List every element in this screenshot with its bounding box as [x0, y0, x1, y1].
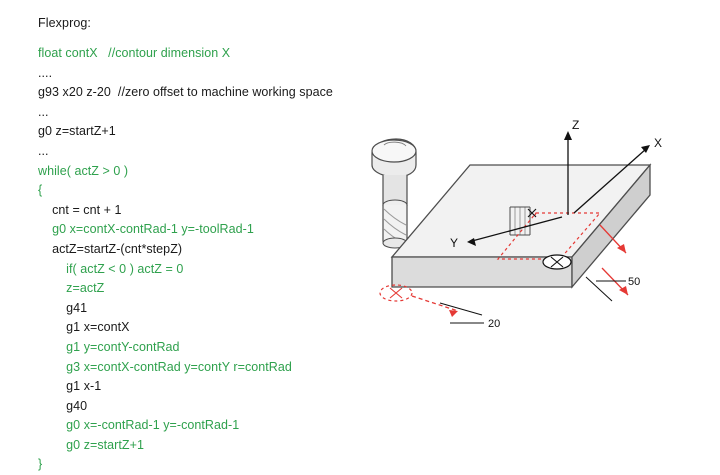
code-line: [38, 416, 418, 436]
axis-label-y: Y: [450, 236, 459, 250]
code-token: cnt = cnt + 1: [38, 202, 122, 217]
code-line: [38, 64, 418, 84]
workpiece-block: [392, 165, 650, 287]
axis-label-z: Z: [572, 118, 580, 132]
code-token: }: [38, 457, 43, 472]
code-token: g0 z=startZ+1: [38, 437, 144, 452]
code-token: g40: [38, 398, 88, 413]
code-line: [38, 397, 418, 417]
code-token: ...: [38, 104, 49, 119]
code-token: g1 y=contY-contRad: [38, 339, 180, 354]
code-panel-title: Flexprog:: [38, 16, 92, 30]
code-token: ....: [38, 65, 53, 80]
code-line: [38, 377, 418, 397]
code-line: [38, 455, 418, 475]
isometric-milling-diagram: [350, 105, 710, 380]
code-token: g41: [38, 300, 88, 315]
code-token: actZ=startZ-(cnt*stepZ): [38, 241, 183, 256]
end-mill-tool: [372, 139, 416, 248]
code-token: g0 x=-contRad-1 y=-contRad-1: [38, 418, 240, 433]
code-line: [38, 83, 418, 103]
code-token: g1 x=contX: [38, 320, 130, 335]
code-token: {: [38, 183, 43, 198]
code-token: z=actZ: [38, 281, 105, 296]
code-token: while( actZ > 0 ): [38, 163, 129, 178]
dimension-width-label: 50: [628, 276, 641, 288]
code-line: [38, 436, 418, 456]
code-token: float contX //contour dimension X: [38, 46, 231, 60]
code-token: g3 x=contX-contRad y=contY r=contRad: [38, 359, 292, 374]
axis-label-x: X: [654, 136, 663, 150]
dimension-depth-label: 20: [488, 318, 501, 330]
code-token: ...: [38, 143, 49, 158]
code-token: g1 x-1: [38, 379, 102, 394]
code-token: g0 z=startZ+1: [38, 124, 116, 139]
code-token: g93 x20 z-20 //zero offset to machine working space: [38, 85, 333, 100]
code-token: if( actZ < 0 ) actZ = 0: [38, 261, 184, 276]
code-token: g0 x=contX-contRad-1 y=-toolRad-1: [38, 222, 254, 237]
code-line: [38, 44, 418, 64]
